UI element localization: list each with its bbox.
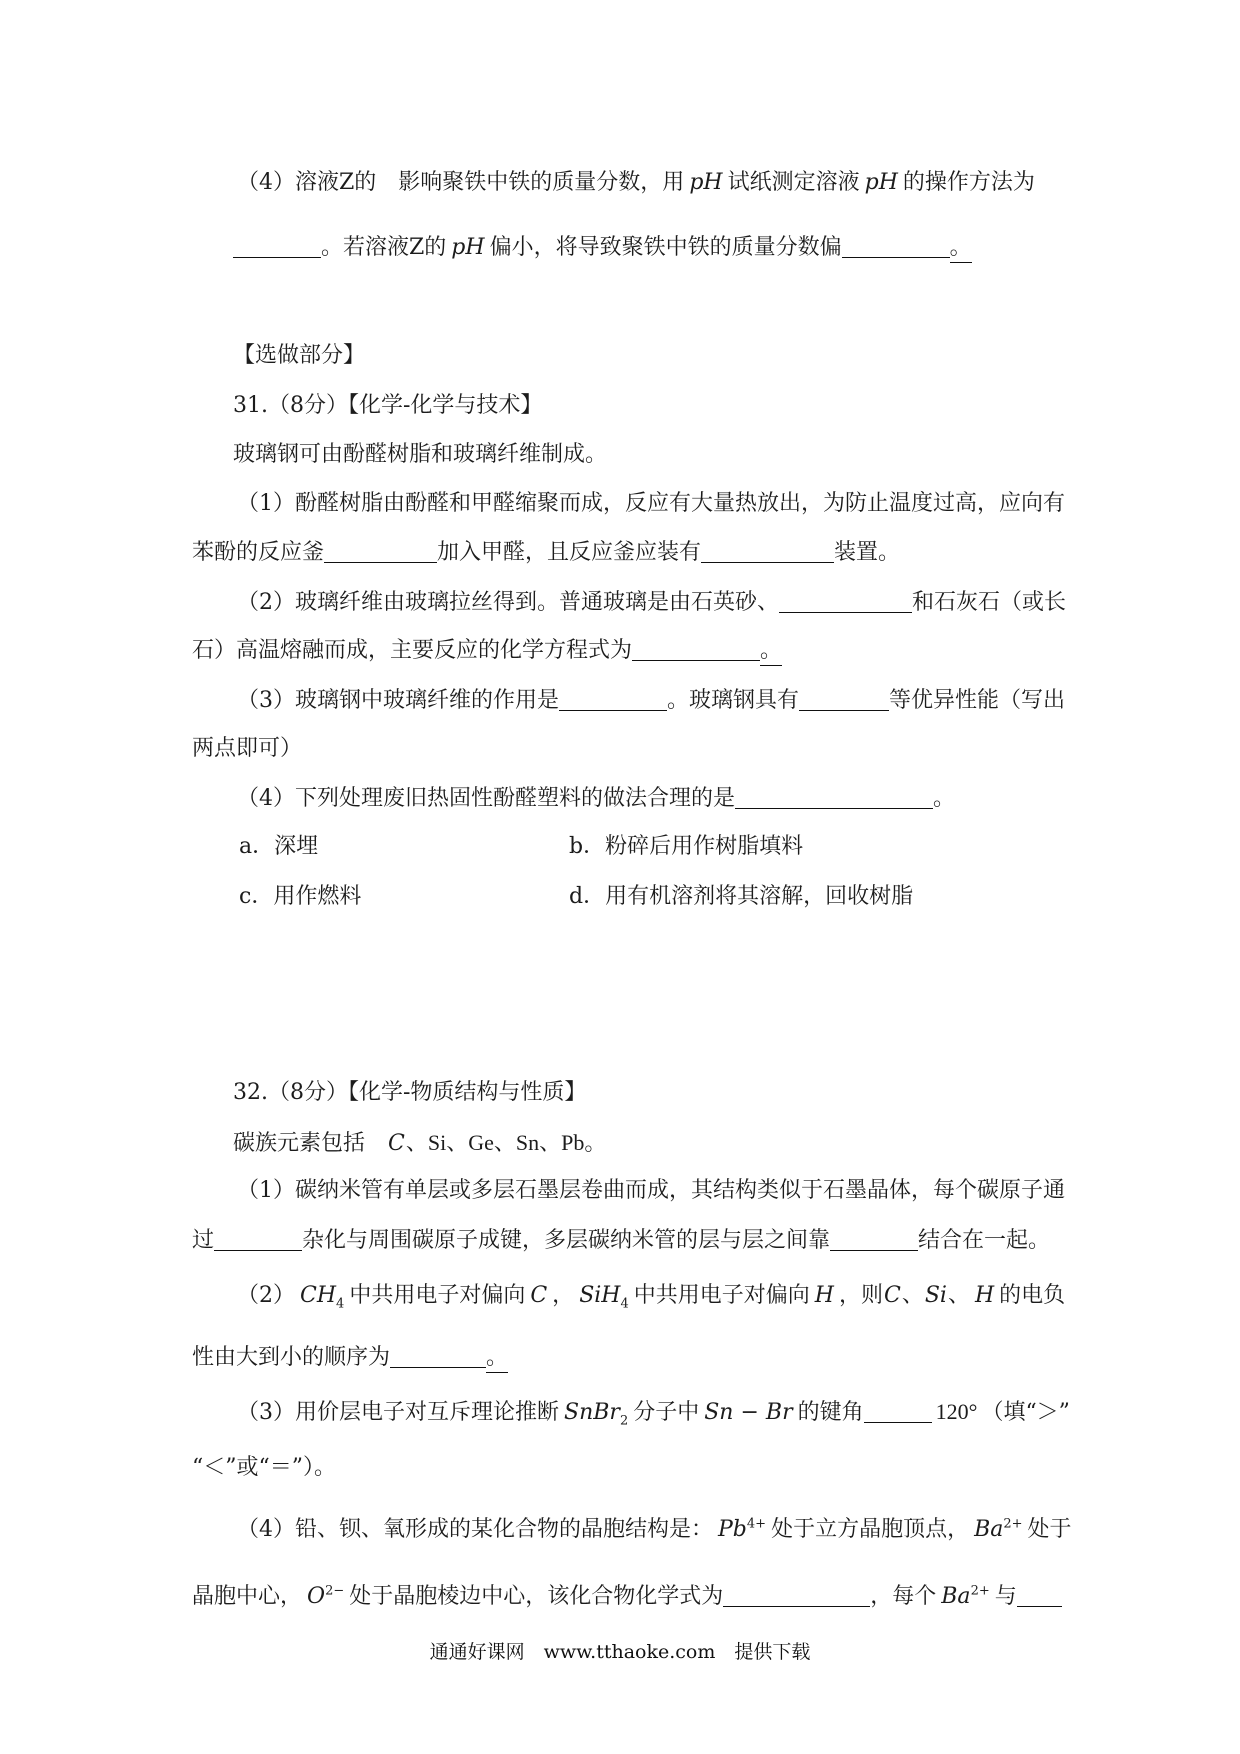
text-segment: 装置。 — [834, 540, 901, 565]
q32-part3-line-1 — [237, 1399, 1070, 1429]
text-segment: 分子中 — [633, 1400, 700, 1425]
ion-ba2plus — [941, 1584, 989, 1609]
answer-blank — [799, 690, 889, 711]
text-segment: （4）下列处理废旧热固性酚醛塑料的做法合理的是 — [237, 786, 735, 811]
text-segment: 。 — [760, 638, 782, 666]
formula-sih4 — [579, 1283, 629, 1312]
answer-blank — [830, 1230, 918, 1251]
formula-ch4 — [300, 1283, 345, 1312]
formula-text: CH — [300, 1283, 337, 1308]
text-segment: ， — [552, 1283, 575, 1308]
superscript: 2− — [325, 1583, 345, 1599]
math-symbol: C — [883, 1283, 901, 1308]
text-segment: 苯酚的反应釜 — [192, 540, 325, 565]
answer-blank — [723, 1586, 870, 1607]
ion-pb4plus — [718, 1517, 766, 1542]
bond-dash: − — [740, 1400, 759, 1425]
optional-section-heading: 【选做部分】 — [233, 343, 366, 368]
text-segment: 处于立方晶胞顶点， — [771, 1517, 970, 1542]
superscript: 4+ — [746, 1516, 767, 1532]
q30-part4-line-1 — [237, 170, 1035, 196]
text-segment: 、 — [901, 1283, 924, 1308]
option-d: d．用有机溶剂将其溶解，回收树脂 — [569, 884, 914, 909]
q31-part2-line-2 — [192, 638, 782, 664]
ion-o2minus — [307, 1584, 344, 1609]
q32-part2-line-2 — [192, 1345, 508, 1371]
ion-ba2plus — [974, 1517, 1022, 1542]
math-ph: pH — [689, 170, 723, 195]
math-symbol: Si — [924, 1283, 947, 1308]
q31-part1-line-2 — [192, 540, 900, 566]
answer-blank — [842, 237, 950, 258]
answer-blank — [632, 640, 760, 661]
q32-title: 32.（8分）【化学-物质结构与性质】 — [233, 1080, 587, 1105]
math-symbol: H — [974, 1283, 995, 1308]
page-footer: 通通好课网 www.tthaoke.com 提供下载 — [429, 1641, 811, 1663]
formula-snbr2 — [564, 1400, 629, 1429]
text-segment: 的键角 — [797, 1400, 864, 1425]
math-symbol: C — [530, 1283, 548, 1308]
text-segment: 等优异性能（写出 — [889, 688, 1066, 713]
text-segment: 碳族元素包括 — [233, 1131, 366, 1156]
text-segment: 试纸测定溶液 — [727, 170, 860, 195]
option-a: a．深埋 — [239, 834, 319, 859]
text-segment: 和石灰石（或长 — [912, 590, 1067, 615]
text-segment: 。 — [486, 1345, 508, 1373]
text-segment: 的电负 — [999, 1283, 1066, 1308]
math-symbol: C — [388, 1131, 405, 1156]
text-segment: 晶胞中心， — [192, 1584, 303, 1609]
text-segment: 与 — [994, 1584, 1017, 1609]
q31-part3-line-1 — [237, 688, 1065, 714]
superscript: 2+ — [1003, 1516, 1023, 1532]
subscript: 2 — [619, 1413, 629, 1429]
q31-part1-line-1: （1）酚醛树脂由酚醛和甲醛缩聚而成，反应有大量热放出，为防止温度过高，应向有 — [237, 491, 1065, 516]
answer-blank — [559, 690, 667, 711]
text-segment: ，则 — [838, 1283, 883, 1308]
math-ph: pH — [864, 170, 898, 195]
text-segment: 过 — [192, 1228, 215, 1253]
option-c: c．用作燃料 — [239, 884, 362, 909]
text-segment: 中共用电子对偏向 — [349, 1283, 526, 1308]
q32-intro — [233, 1130, 606, 1157]
formula-text: Ba — [974, 1517, 1004, 1542]
text-segment: （3）用价层电子对互斥理论推断 — [237, 1400, 559, 1425]
text-segment: 处于 — [1027, 1517, 1072, 1542]
answer-blank — [701, 542, 834, 563]
text-segment: 石）高温熔融而成，主要反应的化学方程式为 — [192, 638, 633, 663]
text-segment: 中共用电子对偏向 — [633, 1283, 810, 1308]
q32-part1-line-2 — [192, 1228, 1050, 1254]
formula-text: Br — [765, 1400, 793, 1425]
q30-part4-line-2 — [233, 235, 972, 261]
q31-title: 31.（8分）【化学-化学与技术】 — [233, 393, 543, 418]
q32-part3-line-2: “＜”或“＝”）。 — [192, 1455, 336, 1480]
answer-blank — [1017, 1586, 1062, 1607]
text-segment: 。玻璃钢具有 — [667, 688, 800, 713]
text-segment: 加入甲醛，且反应釜应装有 — [437, 540, 702, 565]
superscript: 2+ — [970, 1583, 990, 1599]
subscript: 4 — [620, 1296, 629, 1312]
angle-value: 120° — [935, 1399, 978, 1424]
text-segment: 、 — [947, 1283, 970, 1308]
text-segment: 。 — [950, 235, 972, 263]
q31-part3-line-2: 两点即可） — [192, 736, 303, 761]
formula-text: SnBr — [564, 1400, 620, 1425]
text-segment: 杂化与周围碳原子成键，多层碳纳米管的层与层之间靠 — [302, 1228, 831, 1253]
text-segment: 。若溶液Z的 — [321, 235, 447, 260]
text-segment: 结合在一起。 — [918, 1228, 1051, 1253]
text-segment: （4）溶液Z的 — [237, 170, 377, 195]
math-ph: pH — [451, 235, 485, 260]
q31-part4-line — [237, 786, 955, 812]
text-segment: 的操作方法为 — [902, 170, 1035, 195]
text-segment: 性由大到小的顺序为 — [192, 1345, 391, 1370]
answer-blank — [233, 237, 321, 258]
text-segment: （3）玻璃钢中玻璃纤维的作用是 — [237, 688, 559, 713]
text-segment: 、Si、Ge、Sn、Pb。 — [405, 1130, 607, 1155]
answer-blank — [390, 1347, 486, 1368]
answer-blank — [735, 788, 933, 809]
q32-part1-line-1: （1）碳纳米管有单层或多层石墨层卷曲而成，其结构类似于石墨晶体，每个碳原子通 — [237, 1178, 1065, 1203]
q32-part4-line-2 — [192, 1584, 1062, 1610]
answer-blank — [779, 592, 912, 613]
bond-sn-br — [704, 1400, 792, 1425]
text-segment: （2）玻璃纤维由玻璃拉丝得到。普通玻璃是由石英砂、 — [237, 590, 779, 615]
text-segment: 。 — [933, 786, 956, 811]
text-segment: （2） — [237, 1283, 295, 1308]
text-segment: ，每个 — [870, 1584, 937, 1609]
formula-text: Pb — [718, 1517, 747, 1542]
text-segment: （填“＞” — [981, 1400, 1070, 1425]
q32-part2-line-1 — [237, 1283, 1066, 1312]
text-segment: 处于晶胞棱边中心，该化合物化学式为 — [349, 1584, 724, 1609]
answer-blank — [214, 1230, 302, 1251]
formula-text: Sn — [704, 1400, 734, 1425]
formula-text: SiH — [579, 1283, 621, 1308]
formula-text: Ba — [941, 1584, 971, 1609]
text-segment: 偏小，将导致聚铁中铁的质量分数偏 — [489, 235, 842, 260]
q31-part2-line-1 — [237, 590, 1066, 616]
math-symbol: H — [814, 1283, 834, 1308]
subscript: 4 — [336, 1296, 345, 1312]
answer-blank — [324, 542, 437, 563]
formula-text: O — [307, 1584, 326, 1609]
q32-part4-line-1 — [237, 1517, 1072, 1543]
text-segment: 影响聚铁中铁的质量分数，用 — [398, 170, 685, 195]
option-b: b．粉碎后用作树脂填料 — [569, 834, 804, 859]
q31-intro: 玻璃钢可由酚醛树脂和玻璃纤维制成。 — [233, 442, 608, 467]
answer-blank — [864, 1402, 932, 1423]
text-segment: （4）铅、钡、氧形成的某化合物的晶胞结构是： — [237, 1517, 713, 1542]
